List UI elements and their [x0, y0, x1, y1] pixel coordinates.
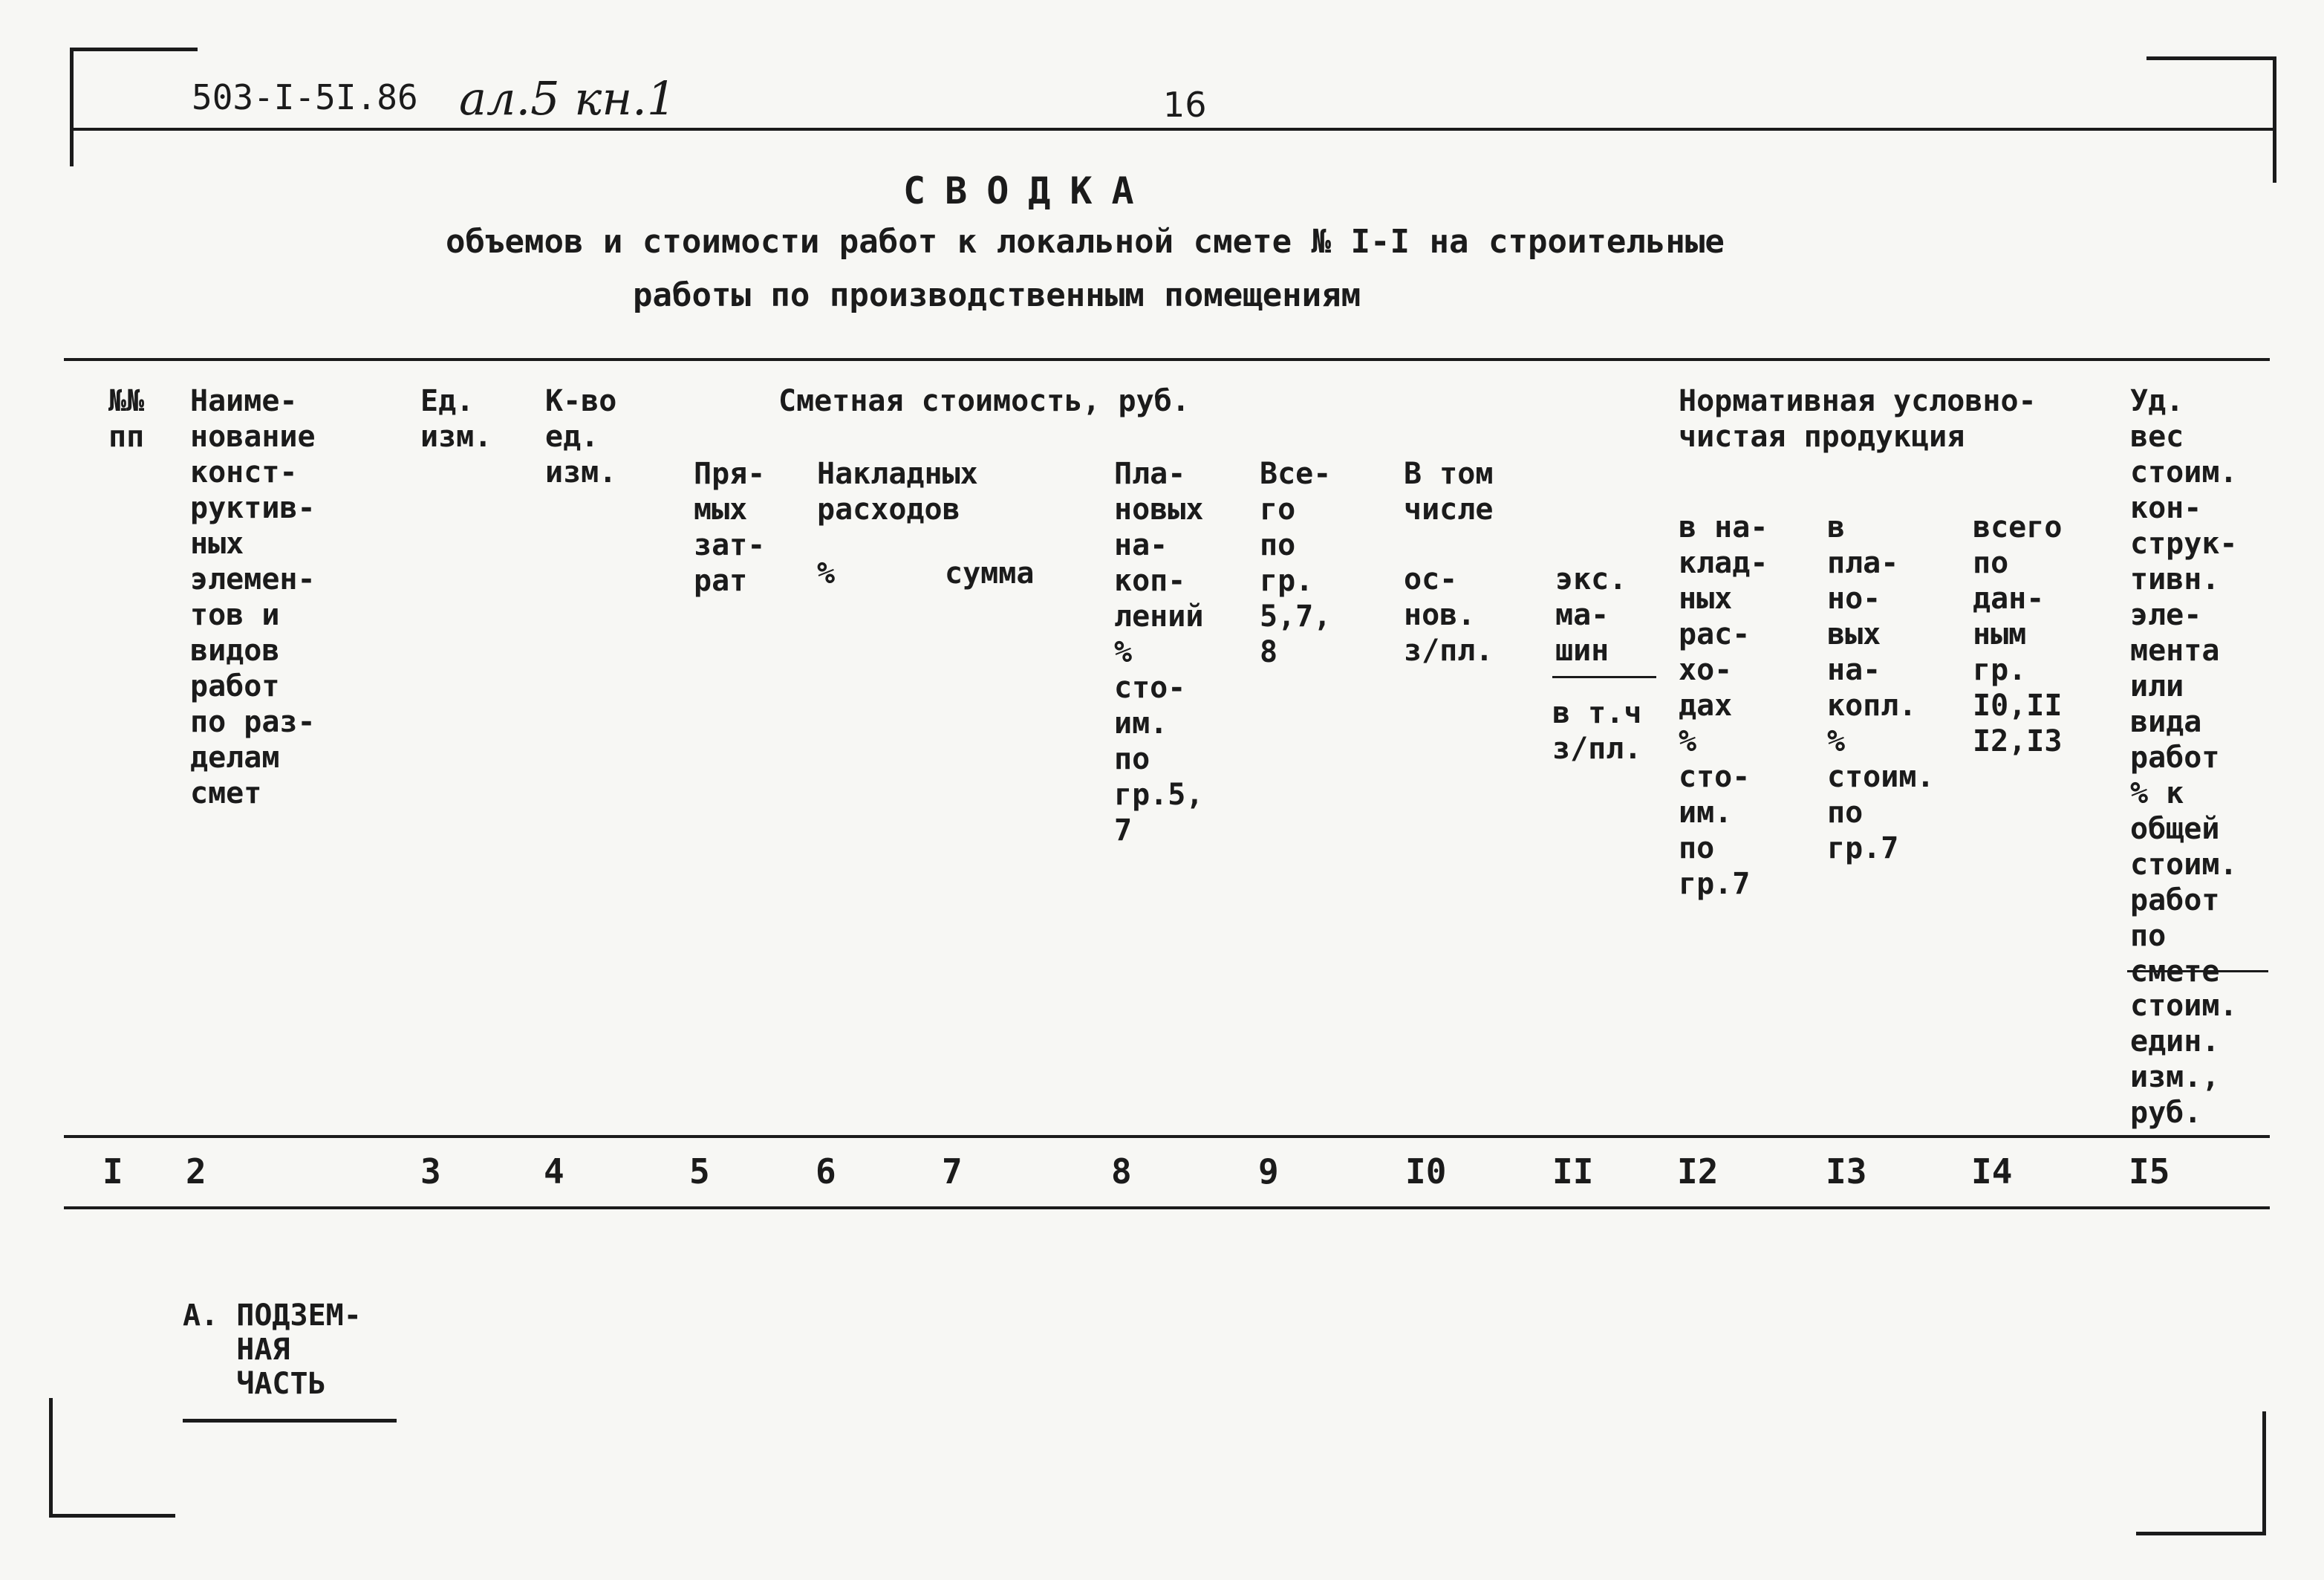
- column-number: 9: [1258, 1151, 1279, 1191]
- column-number: 2: [186, 1151, 206, 1191]
- table-top-rule: [64, 358, 2270, 361]
- header-col6-percent: %: [817, 556, 836, 591]
- frame-bottom-left-vertical: [49, 1398, 53, 1517]
- frame-top-right-horizontal: [2146, 56, 2276, 60]
- header-col4-quantity: К-во ед. изм.: [545, 384, 617, 490]
- document-title: СВОДКА: [903, 169, 1153, 212]
- column-number: I: [102, 1151, 123, 1191]
- column-number: I3: [1826, 1151, 1867, 1191]
- column-number: 6: [816, 1151, 836, 1191]
- handwritten-reference: ал.5 кн.1: [459, 71, 677, 126]
- column-number: 3: [420, 1151, 441, 1191]
- document-code: 503-I-5I.86: [192, 77, 418, 117]
- header-col13-in-planned-savings: в пла- но- вых на- копл. % стоим. по гр.7: [1827, 510, 1935, 865]
- header-group-estimated-cost: Сметная стоимость, руб.: [778, 384, 1190, 418]
- frame-top-left-horizontal: [71, 48, 198, 51]
- column-number: I4: [1971, 1151, 2013, 1191]
- frame-bottom-right-vertical: [2262, 1411, 2266, 1534]
- column-number: 7: [942, 1151, 963, 1191]
- header-group-normative-product: Нормативная условно- чистая продукция: [1679, 384, 2037, 454]
- header-col3-unit: Ед. изм.: [420, 384, 492, 454]
- header-col11-machine-operation: экс. ма- шин: [1555, 562, 1627, 668]
- column-number: 5: [689, 1151, 710, 1191]
- header-col10-base-wages: ос- нов. з/пл.: [1404, 562, 1494, 668]
- header-group-overhead: Накладных расходов: [817, 457, 978, 527]
- header-col11-including-wages: в т.ч з/пл.: [1552, 696, 1642, 766]
- col11-divider: [1552, 676, 1656, 678]
- header-col15-unit-cost: стоим. един. изм., руб.: [2130, 989, 2238, 1130]
- column-number: I0: [1405, 1151, 1447, 1191]
- header-col5-direct-costs: Пря- мых зат- рат: [694, 457, 766, 598]
- header-col14-total-by-data: всего по дан- ным гр. I0,II I2,I3: [1973, 510, 2063, 758]
- header-col1-number: №№ пп: [108, 384, 145, 454]
- header-col7-sum: сумма: [945, 556, 1035, 591]
- column-number: 8: [1111, 1151, 1132, 1191]
- frame-bottom-right-horizontal: [2136, 1532, 2266, 1535]
- header-col9-total: Все- го по гр. 5,7, 8: [1260, 457, 1332, 669]
- column-number: I2: [1677, 1151, 1719, 1191]
- header-col2-name: Наиме- нование конст- руктив- ных элемен- тов и видов работ по раз- делам смет: [190, 384, 316, 810]
- document-subtitle-line-2: работы по производственным помещениям: [633, 276, 1361, 314]
- document-subtitle-line-1: объемов и стоимости работ к локальной смете № I-I на строительные: [446, 223, 1725, 261]
- header-col8-planned-savings: Пла- новых на- коп- лений % сто- им. по гр.5, 7: [1114, 457, 1204, 848]
- page-number: 16: [1163, 85, 1207, 125]
- header-group-including: В том числе: [1404, 457, 1494, 527]
- column-number: 4: [544, 1151, 564, 1191]
- column-number: I5: [2129, 1151, 2170, 1191]
- column-number: II: [1552, 1151, 1594, 1191]
- header-col12-in-overhead: в на- клад- ных рас- хо- дах % сто- им. по гр.7: [1679, 510, 1768, 901]
- header-rule: [71, 128, 2276, 131]
- frame-top-right-vertical: [2273, 56, 2276, 183]
- section-underline: [183, 1419, 397, 1423]
- column-numbers-bottom-rule: [64, 1206, 2270, 1209]
- header-col15-specific-weight: Уд. вес стоим. кон- струк- тивн. эле- мента или вида работ % к общей стоим. работ по смете: [2130, 384, 2238, 989]
- section-heading-underground-part: А. ПОДЗЕМ- НАЯ ЧАСТЬ: [183, 1298, 362, 1401]
- frame-bottom-left-horizontal: [49, 1514, 175, 1518]
- frame-top-left-vertical: [70, 48, 74, 166]
- header-bottom-rule: [64, 1135, 2270, 1138]
